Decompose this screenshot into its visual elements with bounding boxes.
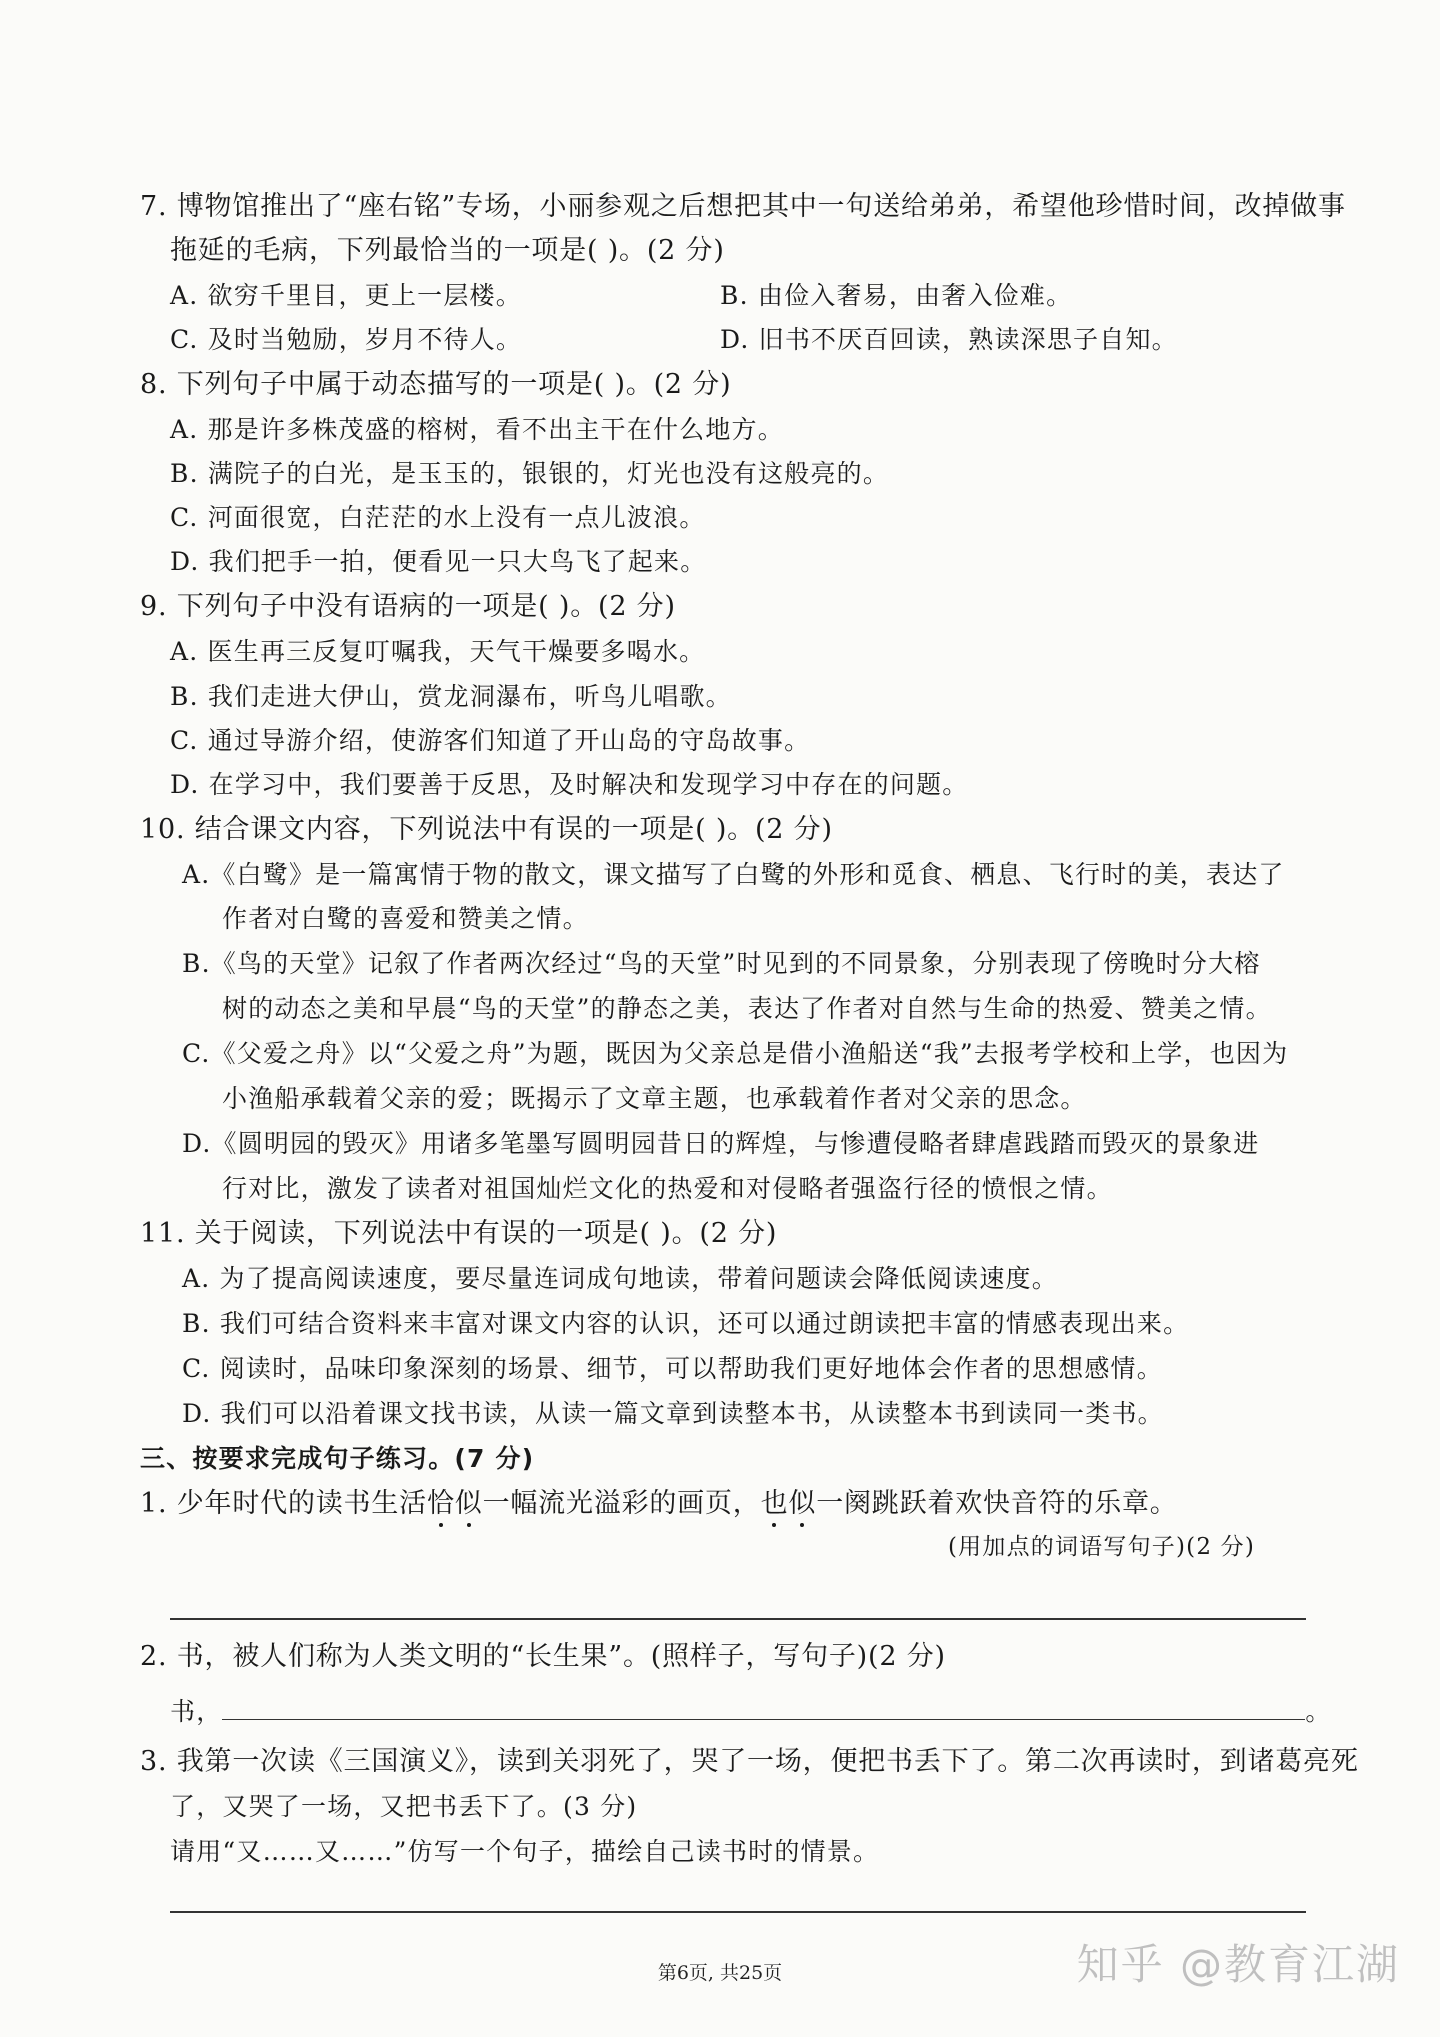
- dotted-char: 似: [788, 1488, 817, 1519]
- q7-option-c: C. 及时当勉励，岁月不待人。: [170, 325, 523, 354]
- s1-answer-line[interactable]: [170, 1618, 1306, 1620]
- q8-option-d: D. 我们把手一拍，便看见一只大鸟飞了起来。: [170, 547, 707, 576]
- q10-option-b-line2: 树的动态之美和早晨“鸟的天堂”的静态之美，表达了作者对自然与生命的热爱、赞美之情。: [222, 994, 1272, 1023]
- q9-stem: 9. 下列句子中没有语病的一项是( )。(2 分): [140, 591, 676, 622]
- q9-option-a: A. 医生再三反复叮嘱我，天气干燥要多喝水。: [170, 637, 706, 666]
- q10-option-c-line2: 小渔船承载着父亲的爱；既揭示了文章主题，也承载着作者对父亲的思念。: [222, 1084, 1087, 1113]
- q10-option-a-line2: 作者对白鹭的喜爱和赞美之情。: [222, 904, 589, 933]
- q8-stem: 8. 下列句子中属于动态描写的一项是( )。(2 分): [140, 369, 732, 400]
- s1-dotted-word-1: [427, 1488, 483, 1519]
- q11-option-b: B. 我们可结合资料来丰富对课文内容的认识，还可以通过朗读把丰富的情感表现出来。: [182, 1309, 1190, 1338]
- s2-stem: 2. 书，被人们称为人类文明的“长生果”。(照样子，写句子)(2 分): [140, 1641, 946, 1672]
- s2-answer-row: [170, 1695, 1332, 1729]
- q10-option-d-line1: D.《圆明园的毁灭》用诸多笔墨写圆明园昔日的辉煌，与惨遭侵略者肆虐践踏而毁灭的景象进: [182, 1129, 1260, 1158]
- s3-stem-line1: 3. 我第一次读《三国演义》，读到关羽死了，哭了一场，便把书丢下了。第二次再读时，到诸葛亮死: [140, 1746, 1359, 1777]
- q9-option-b: B. 我们走进大伊山，赏龙洞瀑布，听鸟儿唱歌。: [170, 682, 732, 711]
- q7-option-d: D. 旧书不厌百回读，熟读深思子自知。: [720, 325, 1178, 354]
- q11-option-a: A. 为了提高阅读速度，要尽量连词成句地读，带着问题读会降低阅读速度。: [182, 1264, 1058, 1293]
- s1-instruction: (用加点的词语写句子)(2 分): [948, 1534, 1256, 1560]
- q10-option-a-line1: A.《白鹭》是一篇寓情于物的散文，课文描写了白鹭的外形和觅食、栖息、飞行时的美，表达了: [182, 860, 1285, 889]
- q8-option-a: A. 那是许多株茂盛的榕树，看不出主干在什么地方。: [170, 415, 784, 444]
- s1-text-pre: 1. 少年时代的读书生活: [140, 1488, 427, 1519]
- s2-prefix: 书，: [170, 1697, 223, 1726]
- q9-option-c: C. 通过导游介绍，使游客们知道了开山岛的守岛故事。: [170, 726, 811, 755]
- q8-option-c: C. 河面很宽，白茫茫的水上没有一点儿波浪。: [170, 503, 706, 532]
- q11-stem: 11. 关于阅读，下列说法中有误的一项是( )。(2 分): [140, 1218, 778, 1249]
- s3-stem-line2: 了，又哭了一场，又把书丢下了。(3 分): [170, 1792, 638, 1821]
- q9-option-d: D. 在学习中，我们要善于反思，及时解决和发现学习中存在的问题。: [170, 770, 969, 799]
- q10-option-b-line1: B.《鸟的天堂》记叙了作者两次经过“鸟的天堂”时见到的不同景象，分别表现了傍晚时分大榕: [182, 949, 1261, 978]
- s1-dotted-word-2: [761, 1488, 817, 1519]
- q7-option-b: B. 由俭入奢易，由奢入俭难。: [720, 281, 1073, 310]
- s2-answer-blank[interactable]: [222, 1697, 1305, 1720]
- q11-option-d: D. 我们可以沿着课文找书读，从读一篇文章到读整本书，从读整本书到读同一类书。: [182, 1399, 1164, 1428]
- page-number: 第6页, 共25页: [657, 1962, 783, 1984]
- s3-stem-line3: 请用“又……又……”仿写一个句子，描绘自己读书时的情景。: [170, 1837, 880, 1866]
- dotted-char: 也: [760, 1488, 789, 1519]
- s1-text-mid: 一幅流光溢彩的画页，: [482, 1488, 761, 1519]
- dotted-char: 恰: [426, 1488, 455, 1519]
- q11-option-c: C. 阅读时，品味印象深刻的场景、细节，可以帮助我们更好地体会作者的思想感情。: [182, 1354, 1163, 1383]
- q8-option-b: B. 满院子的白光，是玉玉的，银银的，灯光也没有这般亮的。: [170, 459, 890, 488]
- q7-option-a: A. 欲穷千里目，更上一层楼。: [170, 281, 522, 310]
- q7-stem-line2: 拖延的毛病，下列最恰当的一项是( )。(2 分): [170, 235, 725, 266]
- s1-sentence: [140, 1487, 1178, 1521]
- q10-stem: 10. 结合课文内容，下列说法中有误的一项是( )。(2 分): [140, 814, 833, 845]
- q10-option-c-line1: C.《父爱之舟》以“父爱之舟”为题，既因为父亲总是借小渔船送“我”去报考学校和上学，也因为: [182, 1039, 1289, 1068]
- q7-stem-line1: 7. 博物馆推出了“座右铭”专场，小丽参观之后想把其中一句送给弟弟，希望他珍惜时间，改掉做事: [140, 191, 1346, 222]
- s1-text-post: 一阕跳跃着欢快音符的乐章。: [816, 1488, 1178, 1519]
- dotted-char: 似: [454, 1488, 483, 1519]
- watermark: 知乎 @教育江湖: [1076, 1940, 1400, 1989]
- q10-option-d-line2: 行对比，激发了读者对祖国灿烂文化的热爱和对侵略者强盗行径的愤恨之情。: [222, 1174, 1113, 1203]
- s3-answer-line[interactable]: [170, 1911, 1306, 1913]
- section3-title: 三、按要求完成句子练习。(7 分): [140, 1444, 535, 1473]
- s2-suffix: 。: [1305, 1697, 1332, 1726]
